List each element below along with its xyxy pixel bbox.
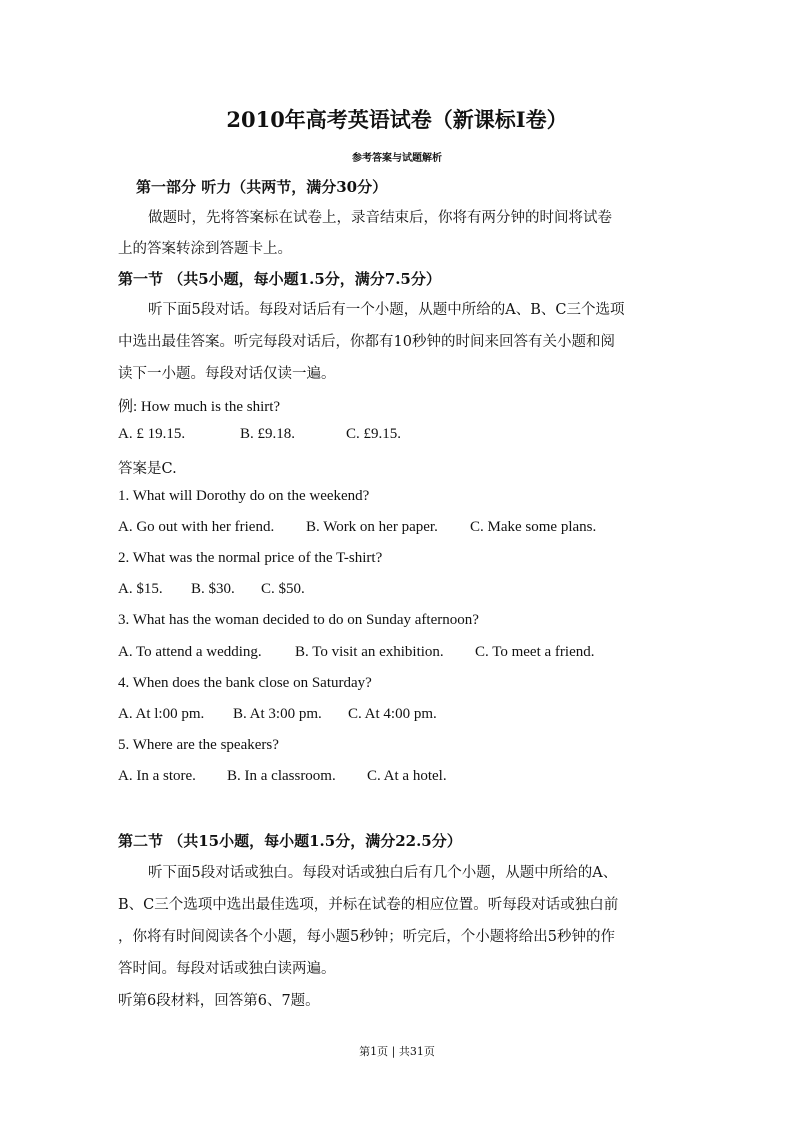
- section2-intro-line: B、C三个选项中选出最佳选项，并标在试卷的相应位置。听每段对话或独白前: [118, 897, 619, 913]
- section1-intro-line: 中选出最佳答案。听完每段对话后，你都有10秒钟的时间来回答有关小题和阅: [118, 334, 615, 350]
- question-options: [118, 581, 305, 598]
- page-subtitle: 参考答案与试题解析: [352, 153, 442, 164]
- part1-intro-line: 做题时，先将答案标在试卷上，录音结束后，你将有两分钟的时间将试卷: [148, 210, 612, 226]
- question-text: 1. What will Dorothy do on the weekend?: [118, 488, 370, 504]
- section1-intro-line: 听下面5段对话。每段对话后有一个小题，从题中所给的A、B、C三个选项: [148, 302, 625, 318]
- question-text: 5. Where are the speakers?: [118, 737, 279, 753]
- option: A. At l:00 pm.: [118, 706, 205, 722]
- section2-material-note: 听第6段材料，回答第6、7题。: [118, 993, 320, 1009]
- option: A. Go out with her friend.: [118, 519, 275, 535]
- option: C. To meet a friend.: [475, 644, 595, 660]
- option: B. At 3:00 pm.: [233, 706, 322, 722]
- option: C. At a hotel.: [367, 768, 447, 784]
- option: C. $50.: [261, 581, 305, 597]
- part1-intro-line: 上的答案转涂到答题卡上。: [118, 241, 292, 257]
- example-question: 例: How much is the shirt?: [118, 399, 281, 415]
- section2-intro-line: 答时间。每段对话或独白读两遍。: [118, 961, 336, 977]
- section1-heading: 第一节 （共5小题，每小题1.5分，满分7.5分）: [118, 270, 441, 288]
- question-options: [118, 644, 594, 661]
- part1-heading: 第一部分 听力（共两节，满分30分）: [136, 178, 388, 196]
- page-title: 2010年高考英语试卷（新课标I卷）: [226, 107, 568, 132]
- question-options: [118, 519, 596, 536]
- option: A. £ 19.15.: [118, 426, 186, 442]
- option: A. $15.: [118, 581, 163, 597]
- option: B. In a classroom.: [227, 768, 336, 784]
- option: C. £9.15.: [346, 426, 402, 442]
- section2-heading: 第二节 （共15小题，每小题1.5分，满分22.5分）: [118, 832, 462, 850]
- question-options: [118, 768, 447, 785]
- option: B. Work on her paper.: [306, 519, 438, 535]
- option: B. $30.: [191, 581, 235, 597]
- question-text: 3. What has the woman decided to do on Sunday afternoon?: [118, 612, 479, 628]
- page-footer: 第1页 | 共31页: [359, 1045, 435, 1058]
- question-text: 4. When does the bank close on Saturday?: [118, 675, 372, 691]
- section1-intro-line: 读下一小题。每段对话仅读一遍。: [118, 366, 336, 382]
- section2-intro-line: ，你将有时间阅读各个小题，每小题5秒钟；听完后，个小题将给出5秒钟的作: [118, 929, 615, 945]
- example-answer: 答案是C.: [118, 461, 177, 477]
- question-text: 2. What was the normal price of the T-shirt?: [118, 550, 383, 566]
- option: C. At 4:00 pm.: [348, 706, 437, 722]
- option: A. To attend a wedding.: [118, 644, 262, 660]
- option: B. £9.18.: [240, 426, 296, 442]
- option: C. Make some plans.: [470, 519, 597, 535]
- option: B. To visit an exhibition.: [295, 644, 444, 660]
- example-options: [118, 426, 401, 443]
- section2-intro-line: 听下面5段对话或独白。每段对话或独白后有几个小题，从题中所给的A、: [148, 865, 618, 881]
- question-options: [118, 706, 437, 723]
- option: A. In a store.: [118, 768, 196, 784]
